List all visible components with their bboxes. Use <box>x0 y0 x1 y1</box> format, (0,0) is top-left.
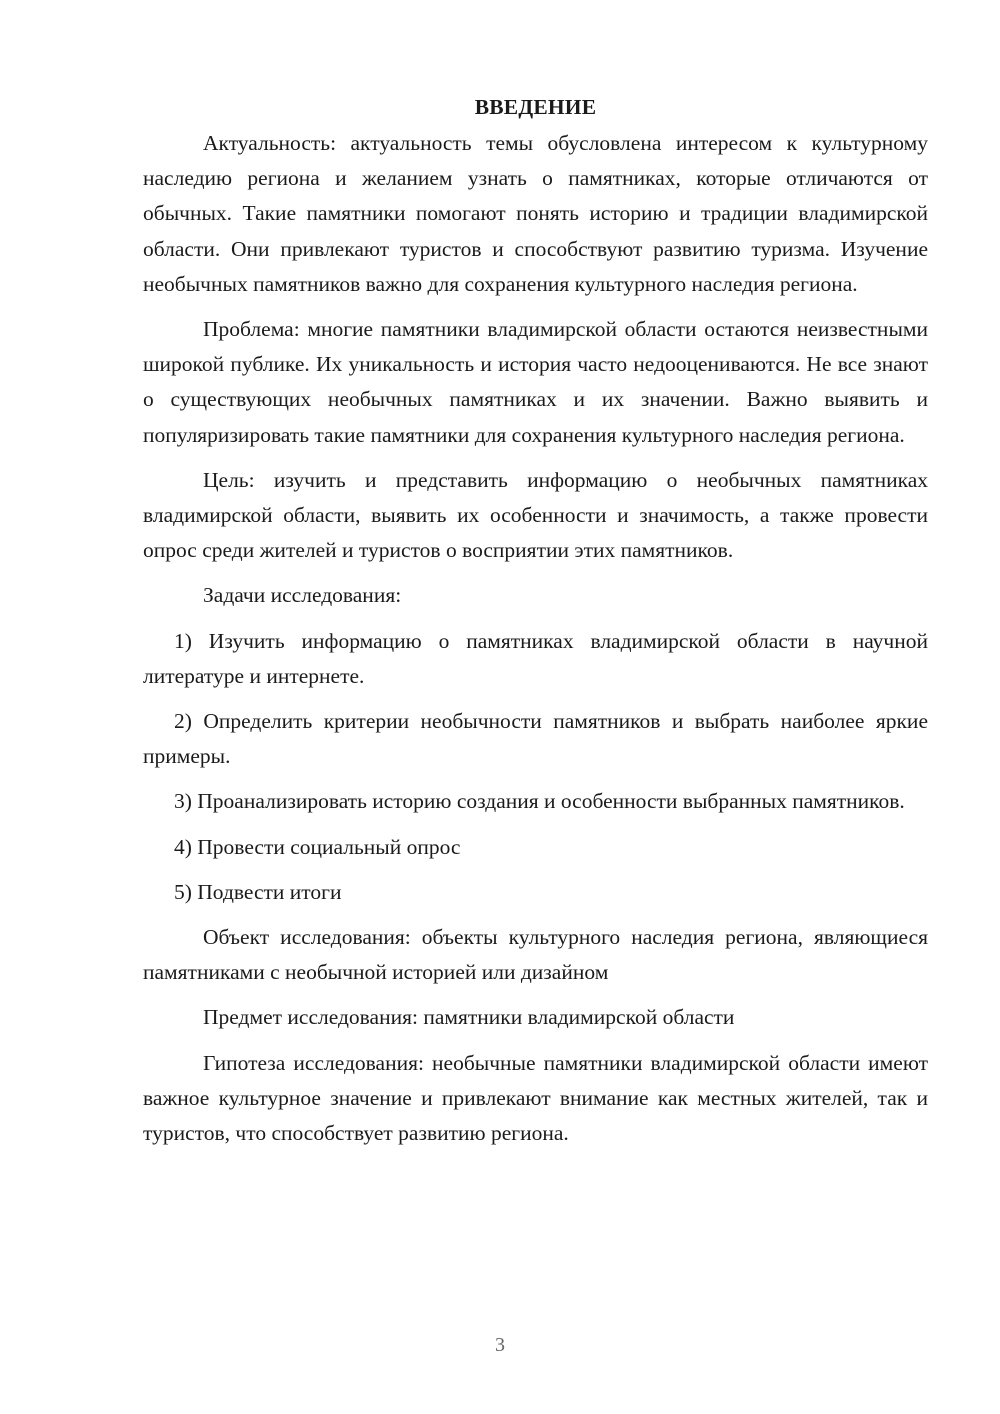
task-item-5: 5) Подвести итоги <box>174 879 342 904</box>
paragraph-goal: Цель: изучить и представить информацию о необычных памятниках владимирской области, выявить их особенности и значимость, а также провести опрос среди жителей и туристов о восприятии этих памятников. <box>143 467 928 563</box>
document-page <box>143 90 928 1161</box>
task-item-4: 4) Провести социальный опрос <box>174 834 461 859</box>
paragraph-relevance: Актуальность: актуальность темы обусловлена интересом к культурному наследию региона и желанием узнать о памятниках, которые отличаются от обычных. Такие памятники помогают понять историю и традиции владимирской области. Они привлекают туристов и способствуют развитию туризма. Изучение необычных памятников важно для сохранения культурного наследия региона. <box>143 131 928 296</box>
paragraph-hypothesis: Гипотеза исследования: необычные памятники владимирской области имеют важное культурное значение и привлекают внимание как местных жителей, так и туристов, что способствует развитию региона. <box>143 1050 928 1146</box>
page-title: ВВЕДЕНИЕ <box>474 95 597 119</box>
paragraph-problem: Проблема: многие памятники владимирской области остаются неизвестными широкой публике. Их уникальность и история часто недооцениваются. Не все знают о существующих необычных памятниках и их значении. Важно выявить и популяризировать такие памятники для сохранения культурного наследия региона. <box>143 317 928 447</box>
task-item-2: 2) Определить критерии необычности памятников и выбрать наиболее яркие примеры. <box>143 709 928 769</box>
task-item-1: 1) Изучить информацию о памятниках владимирской области в научной литературе и интернете. <box>143 628 928 688</box>
page-number: 3 <box>495 1334 505 1356</box>
paragraph-subject: Предмет исследования: памятники владимирской области <box>203 1005 735 1030</box>
task-item-3: 3) Проанализировать историю создания и особенности выбранных памятников. <box>174 789 905 814</box>
tasks-heading: Задачи исследования: <box>203 583 402 608</box>
paragraph-object: Объект исследования: объекты культурного наследия региона, являющиеся памятниками с необычной историей или дизайном <box>143 925 928 985</box>
